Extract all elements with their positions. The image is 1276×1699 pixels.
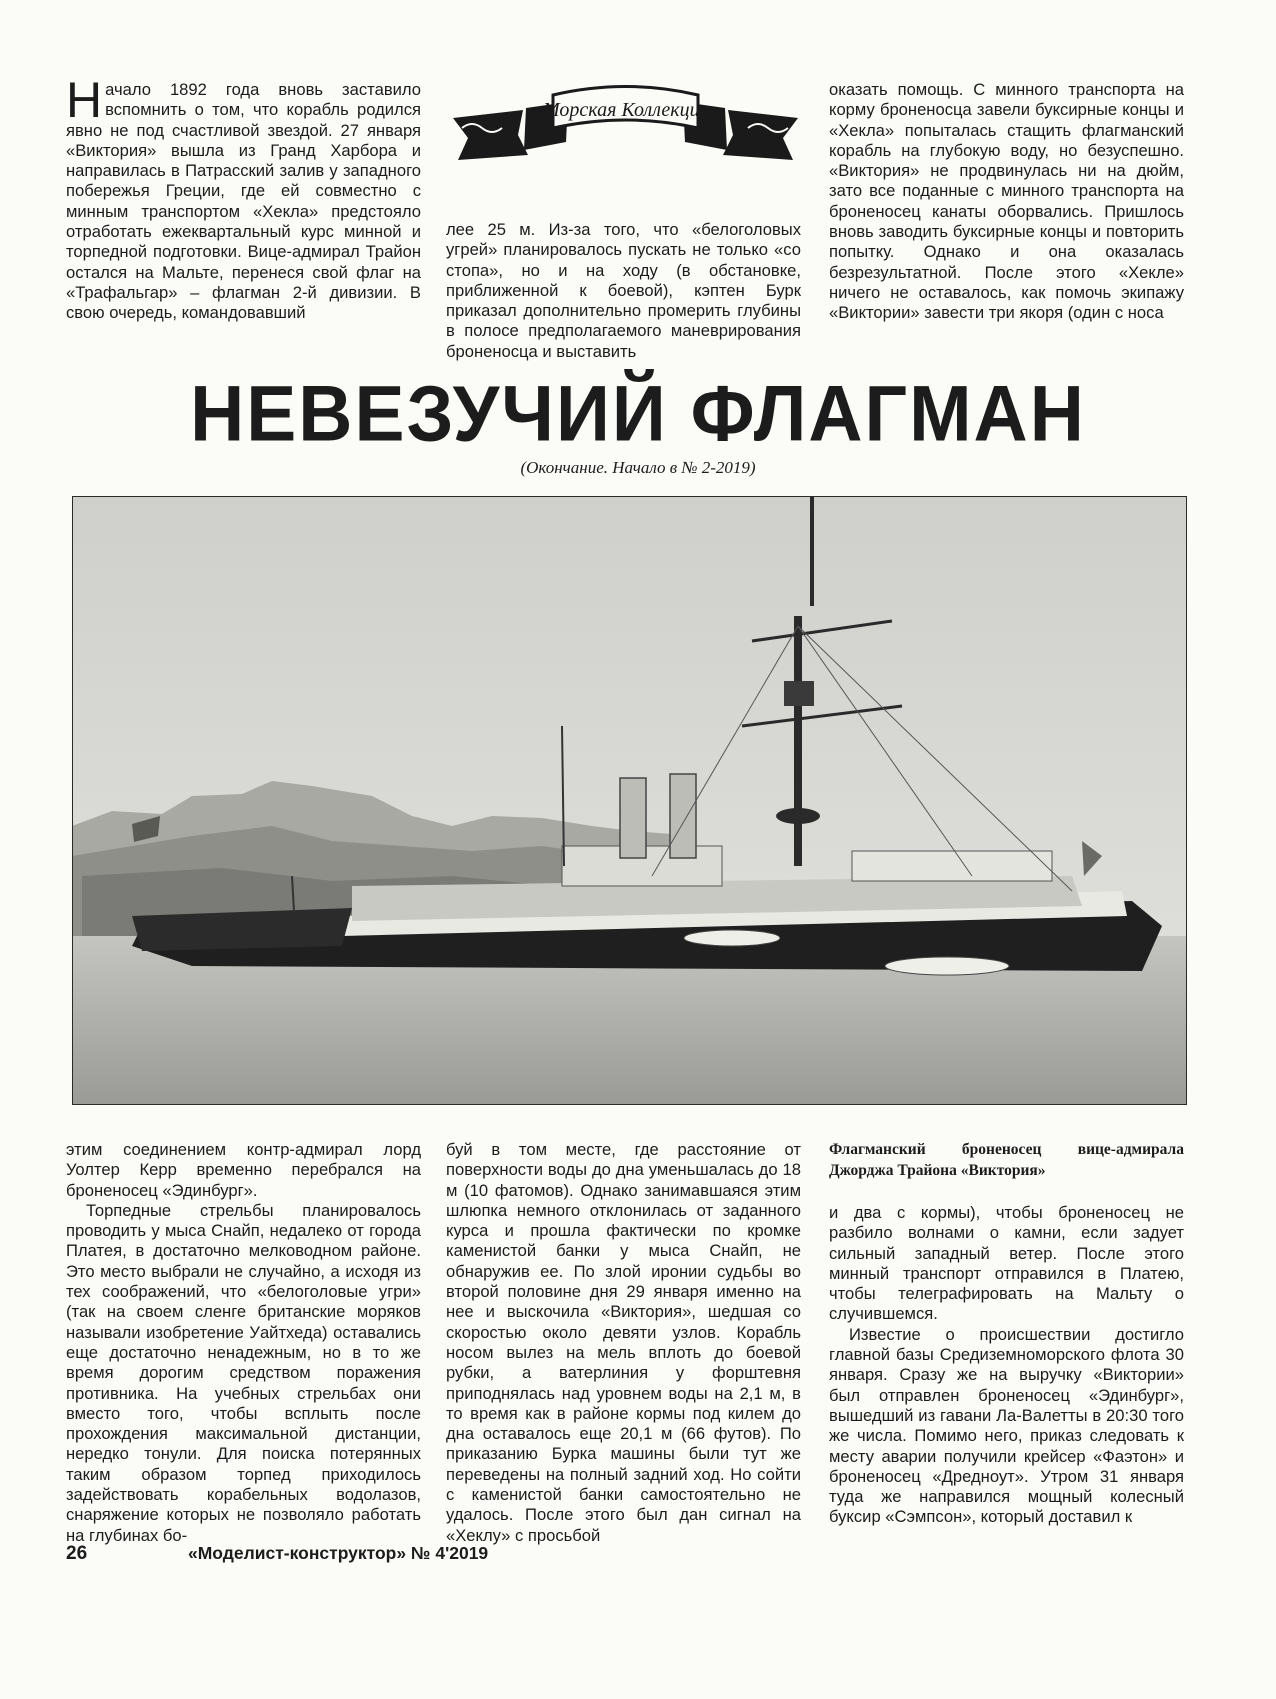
paragraph: и два с кормы), чтобы броненосец не разбило волнами о камни, если задует сильный западный ветер. После этого минный транспорт отправился в Платею, чтобы телеграфировать на Мальту о случившемся.: [829, 1203, 1184, 1324]
column-1-bottom: [66, 1140, 421, 1546]
battleship-photo: [72, 496, 1187, 1105]
logo-text: Морская Коллекция: [543, 99, 709, 121]
page-number: 26: [66, 1543, 88, 1564]
column-2-bottom: [446, 1140, 801, 1546]
drop-cap: Н: [66, 72, 103, 128]
column-1-top: [66, 72, 421, 324]
column-3-top: [829, 80, 1184, 324]
paragraph: этим соединением контр-адмирал лорд Уолтер Керр временно перебрался на броненосец «Эдинбург».: [66, 1140, 421, 1200]
column-2-top: [446, 220, 801, 362]
column-3-bottom: [829, 1203, 1184, 1528]
paragraph: лее 25 м. Из-за того, что «белоголовых угрей» планировалось пускать не только «со стопа», но и на ходу (в обстановке, приближенной к боевой), кэптен Бурк приказал дополнительно промерить глубины в полосе предполагаемого маневрирования броненосца и выставить: [446, 220, 801, 361]
article-title: НЕВЕЗУЧИЙ ФЛАГМАН: [190, 368, 1086, 458]
magazine-name: «Моделист-конструктор» № 4'2019: [188, 1543, 489, 1563]
paragraph: Торпедные стрельбы планировалось проводить у мыса Снайп, недалеко от города Платея, в достаточно мелководном районе. Это место выбрали не случайно, а исходя из тех соображений, что «белоголовые угри» (так на своем сленге британские моряков называли изобретение Уайтхеда) оставались еще достаточно ненадежным, но в то же время дорогим средством поражения противника. На учебных стрельбах они вместо того, чтобы всплыть после прохождения максимальной дистанции, нередко тонули. Для поиска потерянных таким образом торпед приходилось задействовать корабельных водолазов, снаряжение которых не позволяло работать на глубинах бо-: [66, 1200, 421, 1545]
paragraph: Известие о происшествии достигло главной базы Средиземноморского флота 30 января. Сразу же на выручку «Виктории» был отправлен броненосец «Эдинбург», вышедший из гавани Ла-Валетты в 20:30 того же числа. Помимо него, приказ следовать к месту аварии получили крейсер «Фаэтон» и броненосец «Дредноут». Утром 31 января туда же направился мощный колесный буксир «Сэмпсон», который доставил к: [829, 1324, 1184, 1527]
photo-caption: Флагманский броненосец вице-адмирала Джорджа Трайона «Виктория»: [829, 1141, 1184, 1179]
article-subtitle: (Окончание. Начало в № 2-2019): [520, 458, 756, 477]
morskaya-kollektsiya-logo: [448, 80, 803, 175]
paragraph: буй в том месте, где расстояние от поверхности воды до дна уменьшалась до 18 м (10 фатомов). Однако занимавшаяся этим шлюпка немного отклонилась от заданного курса и прошла фактически по кромке каменистой банки у мыса Снайп, не обнаружив ее. По злой иронии судьбы во второй половине дня 29 января именно на нее и выскочила «Виктория», шедшая со скоростью около девяти узлов. Корабль носом вылез на мель вплоть до боевой рубки, а ватерлиния у форштевня приподнялась над уровнем воды на 2,1 м, в то время как в районе кормы под килем до дна оставалось еще 20,1 м (66 футов). По приказанию Бурка машины были тут же переведены на полный задний ход. Но сойти с каменистой банки самостоятельно не удалось. После этого был дан сигнал на «Хеклу» с просьбой: [446, 1140, 801, 1545]
paragraph: оказать помощь. С минного транспорта на корму броненосца завели буксирные концы и «Хекла» попыталась стащить флагманский корабль на глубокую воду, но безуспешно. «Виктория» не продвинулась ни на дюйм, зато все поданные с минного транспорта на броненосец канаты оборвались. Пришлось вновь заводить буксирные концы и повторить попытку. Однако и она оказалась безрезультатной. После этого «Хекле» ничего не оставалось, как помочь экипажу «Виктории» завести три якоря (один с носа: [829, 80, 1184, 323]
paragraph: ачало 1892 года вновь заставило вспомнить о том, что корабль родился явно не под счастливой звездой. 27 января «Виктория» вышла из Гранд Харбора и направилась в Патрасский залив у западного побережья Греции, где ей совместно с минным транспортом «Хекла» предстояло отработать ежеквартальный курс минной и торпедной подготовки. Вице-адмирал Трайон остался на Мальте, перенеся свой флаг на «Трафальгар» – флагман 2-й дивизии. В свою очередь, командовавший: [66, 80, 421, 323]
